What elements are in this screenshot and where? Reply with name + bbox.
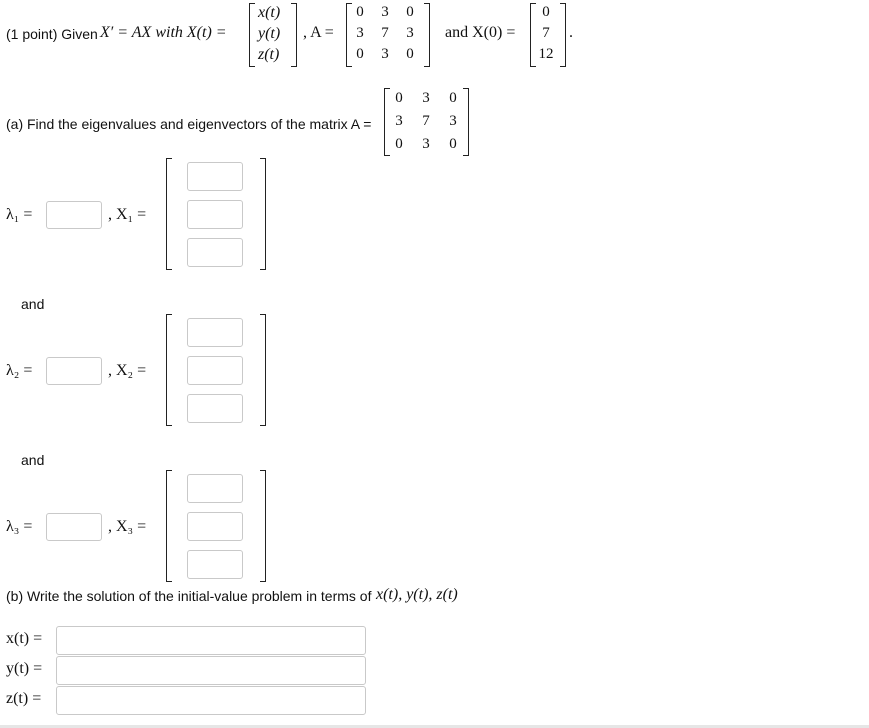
bracket-left bbox=[166, 470, 172, 582]
x1-entry-3-input[interactable] bbox=[187, 238, 243, 267]
part-a-text: (a) Find the eigenvalues and eigenvectors of the matrix A = bbox=[6, 116, 372, 132]
matrix-cell: 3 bbox=[381, 46, 389, 62]
x1-label: , X₁ = bbox=[108, 206, 147, 223]
x3-entry-2-input[interactable] bbox=[187, 512, 243, 541]
points-label: (1 point) Given bbox=[6, 26, 98, 42]
matrix-cell: 3 bbox=[395, 113, 403, 129]
x3-entry-1-input[interactable] bbox=[187, 474, 243, 503]
lambda2-label: λ₂ = bbox=[6, 362, 33, 379]
vec-entry: 7 bbox=[542, 25, 550, 41]
and-label: and bbox=[21, 296, 45, 312]
lambda3-label: λ₃ = bbox=[6, 518, 33, 535]
bracket-right bbox=[260, 158, 266, 270]
xt-input[interactable] bbox=[56, 626, 366, 655]
matrix-cell: 0 bbox=[406, 46, 414, 62]
comma-a-label: , A = bbox=[303, 24, 334, 41]
vec-entry: 12 bbox=[538, 46, 554, 62]
bracket-left bbox=[166, 158, 172, 270]
matrix-cell: 0 bbox=[356, 4, 364, 20]
x3-label: , X₃ = bbox=[108, 518, 147, 535]
matrix-cell: 3 bbox=[381, 4, 389, 20]
matrix-cell: 3 bbox=[422, 136, 430, 152]
bracket-right bbox=[260, 314, 266, 426]
vec-entry: y(t) bbox=[258, 25, 281, 42]
matrix-cell: 3 bbox=[356, 25, 364, 41]
matrix-cell: 0 bbox=[449, 136, 457, 152]
matrix-cell: 3 bbox=[422, 90, 430, 106]
vec-entry: x(t) bbox=[258, 4, 281, 21]
x2-entry-3-input[interactable] bbox=[187, 394, 243, 423]
zt-input[interactable] bbox=[56, 686, 366, 715]
yt-input[interactable] bbox=[56, 656, 366, 685]
lambda1-label: λ₁ = bbox=[6, 206, 33, 223]
equation-main: X′ = AX with X(t) = bbox=[100, 24, 227, 41]
part-b-text: (b) Write the solution of the initial-value problem in terms of bbox=[6, 588, 372, 604]
period: . bbox=[569, 24, 573, 41]
bracket-left bbox=[166, 314, 172, 426]
matrix-cell: 3 bbox=[406, 25, 414, 41]
xt-label: x(t) = bbox=[6, 630, 43, 647]
x1-entry-1-input[interactable] bbox=[187, 162, 243, 191]
matrix-cell: 0 bbox=[395, 136, 403, 152]
matrix-cell: 7 bbox=[381, 25, 389, 41]
and-label: and bbox=[21, 452, 45, 468]
x2-label: , X₂ = bbox=[108, 362, 147, 379]
bracket-right bbox=[291, 3, 297, 67]
matrix-cell: 0 bbox=[395, 90, 403, 106]
matrix-cell: 0 bbox=[356, 46, 364, 62]
x3-entry-3-input[interactable] bbox=[187, 550, 243, 579]
lambda1-input[interactable] bbox=[46, 201, 102, 229]
x1-entry-2-input[interactable] bbox=[187, 200, 243, 229]
matrix-cell: 3 bbox=[449, 113, 457, 129]
and-x0-label: and X(0) = bbox=[445, 24, 516, 41]
lambda2-input[interactable] bbox=[46, 357, 102, 385]
x2-entry-1-input[interactable] bbox=[187, 318, 243, 347]
part-b-vars: x(t), y(t), z(t) bbox=[376, 586, 458, 603]
vec-entry: 0 bbox=[542, 4, 550, 20]
matrix-cell: 7 bbox=[422, 113, 430, 129]
yt-label: y(t) = bbox=[6, 660, 43, 677]
zt-label: z(t) = bbox=[6, 690, 42, 707]
matrix-cell: 0 bbox=[449, 90, 457, 106]
lambda3-input[interactable] bbox=[46, 513, 102, 541]
x2-entry-2-input[interactable] bbox=[187, 356, 243, 385]
bracket-right bbox=[463, 88, 469, 156]
bracket-left bbox=[249, 3, 255, 67]
bracket-right bbox=[560, 3, 566, 67]
bracket-right bbox=[424, 3, 430, 67]
vec-entry: z(t) bbox=[258, 46, 280, 63]
bracket-right bbox=[260, 470, 266, 582]
matrix-cell: 0 bbox=[406, 4, 414, 20]
